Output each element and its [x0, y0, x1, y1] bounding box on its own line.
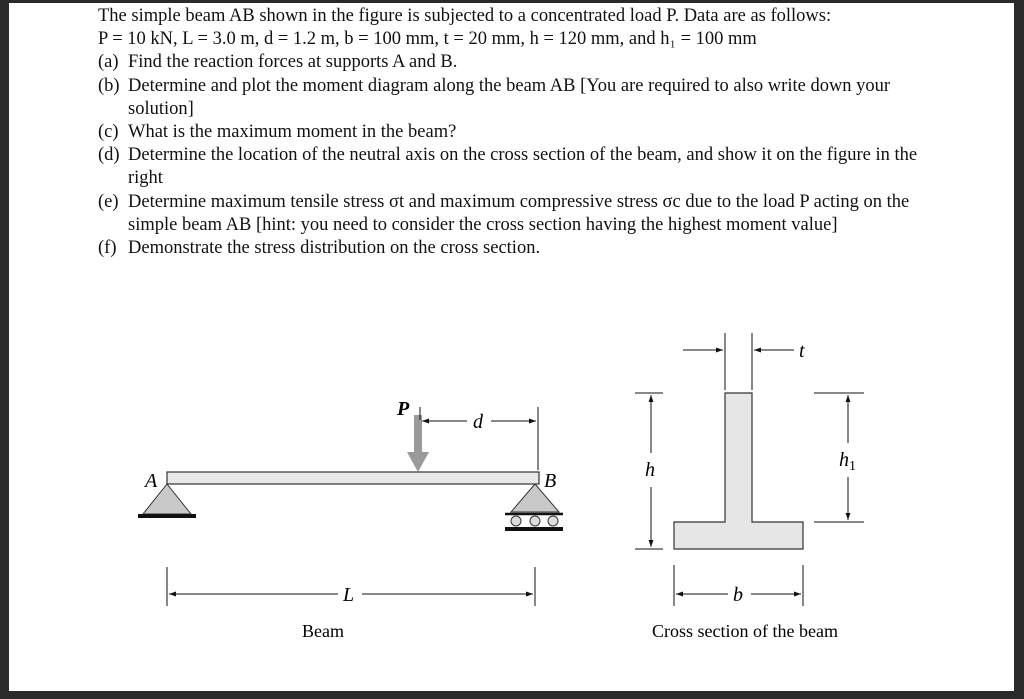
question-label: (f)	[98, 238, 117, 259]
question-text: Find the reaction forces at supports A and B.	[128, 52, 458, 73]
beam-caption: Beam	[302, 621, 344, 641]
question-label: (e)	[98, 191, 119, 212]
roller-wheel	[530, 516, 540, 526]
question-label: (b)	[98, 75, 120, 96]
question-text: What is the maximum moment in the beam?	[128, 122, 457, 143]
cross-section-shape	[674, 393, 803, 549]
label-t: t	[799, 340, 805, 362]
label-h1	[839, 449, 856, 474]
question-label: (a)	[98, 52, 119, 73]
label-a: A	[145, 470, 158, 492]
question-text: Demonstrate the stress distribution on the cross section.	[128, 238, 541, 259]
label-l: L	[343, 584, 355, 606]
label-p: P	[397, 398, 410, 420]
load-arrow-head	[407, 452, 429, 472]
problem-data: P = 10 kN, L = 3.0 m, d = 1.2 m, b = 100 mm, t = 20 mm, h = 120 mm, and h₁ = 100 mm	[98, 29, 757, 50]
label-h1-main: h	[839, 449, 849, 471]
question-label: (c)	[98, 122, 119, 143]
support-b-ground	[505, 527, 563, 531]
label-b-width: b	[733, 584, 743, 606]
section-caption: Cross section of the beam	[652, 621, 838, 641]
label-h1-sub: 1	[849, 459, 856, 474]
label-d: d	[473, 411, 483, 433]
question-text: Determine maximum tensile stress σt and maximum compressive stress σc due to the load P acting on the simple beam AB [hint: you need to consider the cross section having the highest moment value]	[128, 191, 910, 235]
roller-wheel	[548, 516, 558, 526]
problem-intro: The simple beam AB shown in the figure is subjected to a concentrated load P. Data are as follows:	[98, 6, 832, 26]
question-text: Determine and plot the moment diagram along the beam AB [You are required to also write down your solution]	[128, 75, 891, 119]
label-b: B	[544, 470, 557, 492]
question-label: (d)	[98, 145, 120, 166]
question-text: Determine the location of the neutral axis on the cross section of the beam, and show it on the figure in the right	[128, 145, 918, 189]
beam	[167, 472, 539, 484]
support-a-ground	[138, 514, 196, 518]
load-arrow-shaft	[414, 415, 422, 455]
roller-wheel	[511, 516, 521, 526]
label-h: h	[645, 459, 655, 481]
